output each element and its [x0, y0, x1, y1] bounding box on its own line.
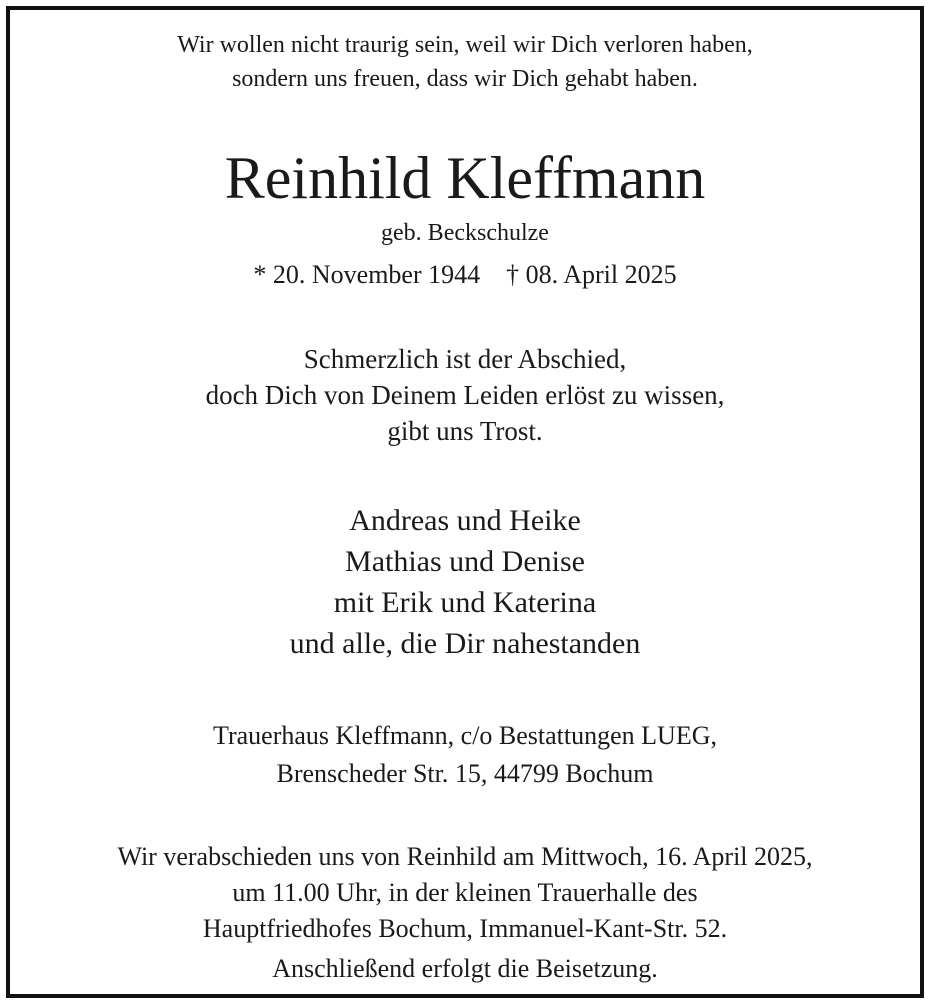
death-date: † 08. April 2025 — [506, 260, 677, 289]
family-line-1: Andreas und Heike — [349, 504, 581, 537]
motto-line-1: Wir wollen nicht traurig sein, weil wir Dich verloren haben, — [177, 32, 753, 58]
deceased-name: Reinhild Kleffmann — [224, 145, 706, 211]
maiden-name: geb. Beckschulze — [381, 220, 549, 246]
family-line-3: mit Erik und Katerina — [333, 586, 597, 619]
ceremony-line-2: um 11.00 Uhr, in der kleinen Trauerhalle des — [232, 878, 698, 907]
motto-line-2: sondern uns freuen, dass wir Dich gehabt haben. — [232, 66, 698, 92]
address-line-1: Trauerhaus Kleffmann, c/o Bestattungen LUEG, — [212, 721, 717, 750]
birth-date: * 20. November 1944 — [253, 260, 481, 289]
family-line-2: Mathias und Denise — [345, 545, 585, 578]
poem-line-1: Schmerzlich ist der Abschied, — [303, 344, 627, 374]
ceremony-line-3: Hauptfriedhofes Bochum, Immanuel-Kant-Str. 52. — [202, 914, 728, 943]
poem-line-2: doch Dich von Deinem Leiden erlöst zu wissen, — [205, 380, 725, 410]
ceremony-line-4: Anschließend erfolgt die Beisetzung. — [272, 954, 658, 983]
poem-line-3: gibt uns Trost. — [387, 416, 543, 446]
family-line-4: und alle, die Dir nahestanden — [289, 627, 641, 660]
obituary-frame — [6, 6, 924, 998]
address-line-2: Brenscheder Str. 15, 44799 Bochum — [276, 759, 654, 788]
ceremony-line-1: Wir verabschieden uns von Reinhild am Mittwoch, 16. April 2025, — [117, 842, 813, 871]
life-dates — [10, 260, 920, 290]
